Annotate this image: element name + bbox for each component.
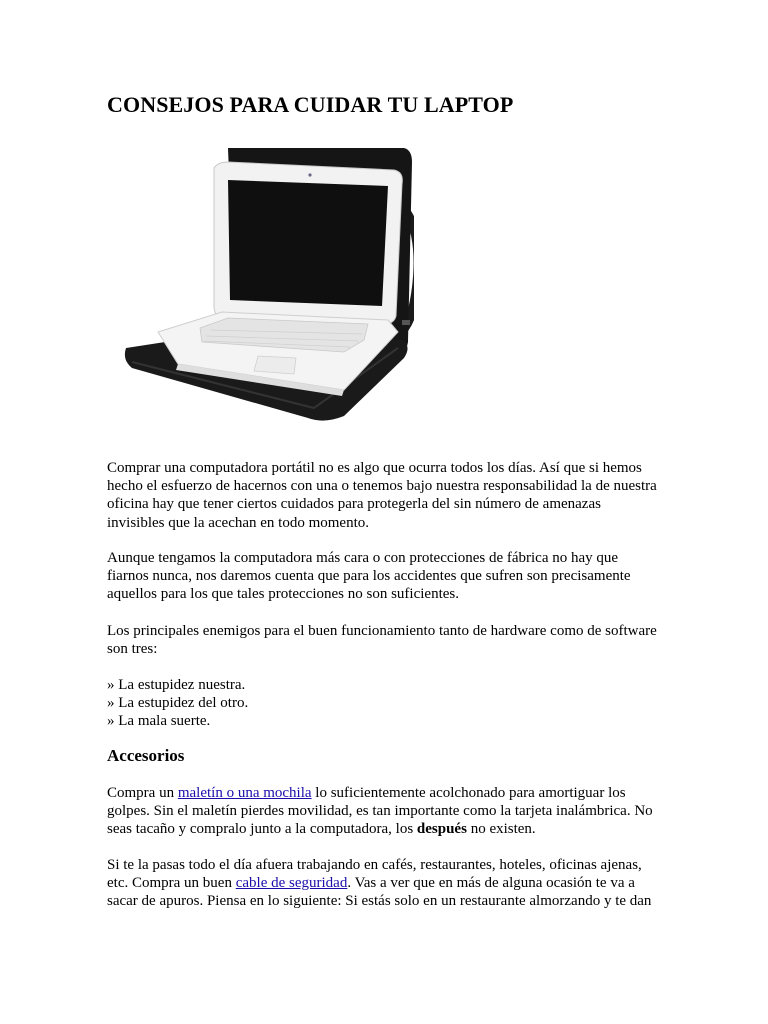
backpack-link[interactable]: maletín o una mochila bbox=[177, 785, 312, 801]
section-heading-accesorios: Accesorios bbox=[107, 746, 185, 765]
text-line: aquellos para los que tales protecciones no son suficientes. bbox=[107, 586, 459, 603]
page-title: CONSEJOS PARA CUIDAR TU LAPTOP bbox=[107, 92, 514, 117]
text-line: sacar de apuros. Piensa en lo siguiente: Si estás solo en un restaurante almorzando y te dan bbox=[107, 893, 652, 910]
laptop-image bbox=[118, 142, 414, 426]
text-fragment: seas tacaño y compralo junto a la computadora, los bbox=[107, 821, 417, 838]
list-item: » La mala suerte. bbox=[107, 713, 211, 730]
enemies-list bbox=[107, 676, 672, 731]
text-line: golpes. Sin el maletín pierdes movilidad, es tan importante como la tarjeta inalámbrica. No bbox=[107, 803, 653, 820]
text-line: invisibles que la acechan en todo momento. bbox=[107, 514, 370, 531]
text-line: oficina hay que tener ciertos cuidados para protegerla del sin número de amenazas bbox=[107, 496, 601, 513]
text-line: Comprar una computadora portátil no es algo que ocurra todos los días. Así que si hemos bbox=[107, 460, 642, 476]
text-fragment: Compra un bbox=[107, 785, 178, 801]
text-line: Los principales enemigos para el buen funcionamiento tanto de hardware como de software bbox=[107, 623, 657, 639]
list-item: » La estupidez nuestra. bbox=[107, 677, 246, 693]
text-line: son tres: bbox=[107, 641, 158, 658]
text-line: hecho el esfuerzo de hacernos con una o tenemos bajo nuestra responsabilidad la de nuestra bbox=[107, 478, 657, 495]
intro-paragraph bbox=[107, 459, 672, 532]
security-cable-paragraph bbox=[107, 856, 672, 911]
accessories-paragraph bbox=[107, 784, 672, 839]
text-line: Si te la pasas todo el día afuera trabajando en cafés, restaurantes, hoteles, oficinas ajenas, bbox=[107, 857, 642, 873]
security-cable-link[interactable]: cable de seguridad bbox=[235, 875, 348, 892]
protection-paragraph bbox=[107, 549, 672, 604]
text-fragment: no existen. bbox=[466, 821, 536, 838]
text-line: fiarnos nunca, nos daremos cuenta que para los accidentes que sufren son precisamente bbox=[107, 568, 631, 585]
emphasis-text: después bbox=[416, 821, 467, 838]
text-fragment: . Vas a ver que en más de alguna ocasión te va a bbox=[347, 875, 635, 892]
text-line bbox=[107, 820, 672, 838]
text-line bbox=[107, 874, 672, 892]
text-line: Aunque tengamos la computadora más cara o con protecciones de fábrica no hay que bbox=[107, 550, 619, 566]
list-item: » La estupidez del otro. bbox=[107, 695, 249, 712]
text-line bbox=[107, 784, 672, 802]
text-fragment: lo suficientemente acolchonado para amortiguar los bbox=[311, 785, 626, 801]
enemies-paragraph bbox=[107, 622, 672, 658]
text-fragment: etc. Compra un buen bbox=[107, 875, 236, 892]
